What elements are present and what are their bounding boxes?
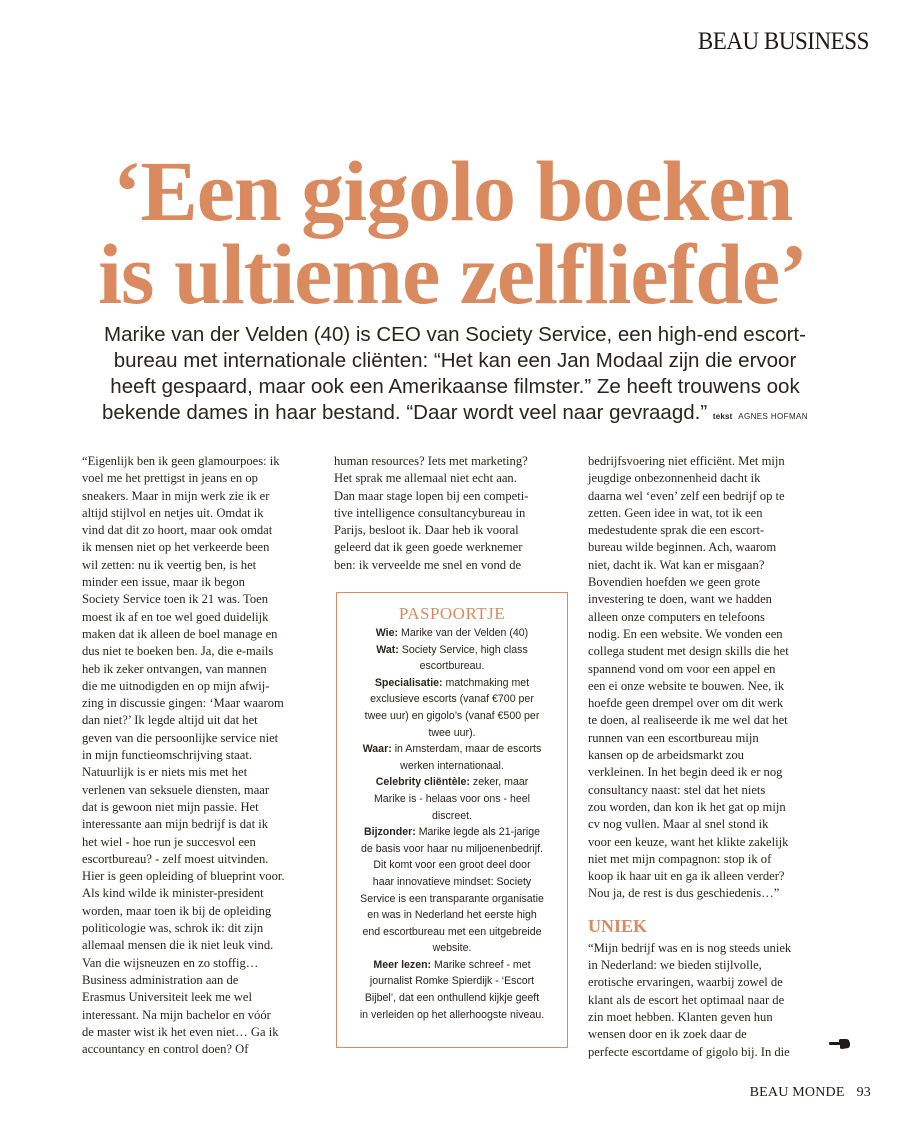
text-line: nodig. En een website. We vonden een	[588, 626, 783, 641]
text-line: jeugdige onbezonnenheid dacht ik	[588, 471, 761, 486]
text-line: het wiel - hoe run je succesvol een	[82, 834, 256, 849]
text-line: tive intelligence consultancybureau in	[334, 505, 526, 520]
passport-entry-text: Marike is - helaas voor ons - heel	[373, 792, 531, 805]
text-line: geleerd dat ik geen goede werknemer	[334, 540, 523, 555]
passport-entry-text: website.	[432, 942, 472, 955]
text-line: Het sprak me allemaal niet echt aan.	[334, 471, 517, 486]
passport-entry-line	[343, 874, 561, 891]
passport-entry-label: Wat:	[376, 643, 399, 656]
text-line: medestudente sprak die een escort-	[588, 523, 765, 538]
text-line: minder een issue, maar ik begon	[82, 575, 245, 590]
text-line: Parijs, besloot ik. Daar heb ik vooral	[334, 523, 519, 538]
text-line: vind dat dit zo hoort, maar ook omdat	[82, 523, 273, 538]
passport-entry-text: journalist Romke Spierdijk - ‘Escort	[369, 975, 535, 988]
passport-entry-text: haar innovatieve mindset: Society	[372, 875, 532, 888]
intro-line-last	[60, 400, 850, 430]
passport-entry-text: Dit komt voor een groot deel door	[373, 859, 531, 872]
text-line: human resources? Iets met marketing?	[334, 454, 528, 468]
passport-entry-text: twee uur).	[428, 726, 476, 739]
text-line: worden, maar toen ik bij de opleiding	[82, 903, 272, 918]
passport-entry-text: in Amsterdam, maar de escorts	[394, 743, 542, 756]
passport-entry-text: werken internationaal.	[400, 759, 504, 772]
passport-entry-line	[343, 808, 561, 825]
text-line: niet, dacht ik. Wat kan er misgaan?	[588, 557, 765, 572]
text-line: Erasmus Universiteit leek me wel	[82, 990, 252, 1005]
pointing-hand-icon	[829, 1038, 851, 1050]
text-line: investering te doen, want we hadden	[588, 592, 772, 607]
text-line: cv nog vullen. Maar al snel stond ik	[588, 817, 769, 832]
text-line: Business administration aan de	[82, 972, 239, 987]
text-line: Dan maar stage lopen bij een competi-	[334, 488, 529, 503]
article-column-2	[334, 453, 570, 574]
text-line: koop ik haar uit en ga ik alleen verder?	[588, 869, 785, 884]
text-line: ben: ik verveelde me snel en vond de	[334, 557, 522, 572]
text-line: moest ik af en toe wel goed duidelijk	[82, 609, 269, 624]
passport-entry-text: Service is een transparante organisatie	[360, 892, 544, 905]
text-line: ik mensen niet op het verkeerde been	[82, 540, 270, 555]
passport-entry-label: Waar:	[362, 743, 392, 756]
text-line: alleen onze computers en telefoons	[588, 609, 765, 624]
passport-entry-text: discreet.	[431, 809, 473, 822]
page-number: 93	[856, 1085, 871, 1100]
text-line: zou worden, dan kon ik het gat op mijn	[588, 799, 786, 814]
text-line: perfecte escortdame of gigolo bij. In die	[588, 1044, 790, 1059]
text-line: dan niet?’ Ik legde altijd uit dat het	[82, 713, 258, 728]
passport-entry-text: end escortbureau met een uitgebreide	[362, 925, 542, 938]
text-line: kansen op de arbeidsmarkt zou	[588, 748, 744, 763]
headline-line-2: is ultieme zelfliefde’	[98, 226, 807, 322]
text-line: de master wist ik het even niet… Ga ik	[82, 1024, 279, 1039]
text-line: Nou ja, de rest is dus geschiedenis…”	[588, 886, 780, 901]
headline-line-1: ‘Een gigolo boeken	[112, 143, 793, 239]
text-line: erotische ervaringen, waarbij zowel de	[588, 975, 783, 990]
text-line: zetten. Geen idee in wat, tot ik een	[588, 505, 763, 520]
text-line: maken dat ik alleen de boel manage en	[82, 626, 278, 641]
passport-entry-line	[343, 691, 561, 708]
passport-entry-line	[343, 758, 561, 775]
passport-title: PASPOORTJE	[398, 604, 506, 623]
text-line: altijd stijlvol en netjes uit. Omdat ik	[82, 505, 264, 520]
passport-entry-text: twee uur) en gigolo’s (vanaf €500 per	[364, 709, 540, 722]
passport-entry	[343, 625, 561, 642]
footer-magazine: BEAU MONDE	[749, 1085, 845, 1100]
passport-entry-label: Wie:	[375, 627, 399, 639]
intro-line: bureau met internationale cliënten: “Het kan een Jan Modaal zijn die ervoor	[113, 349, 797, 372]
text-line: collega student met design skills die het	[588, 644, 789, 659]
passport-entry-text: de basis voor haar nu miljoenenbedrijf.	[361, 842, 543, 855]
passport-entry-line	[343, 857, 561, 874]
passport-entry	[343, 642, 561, 659]
intro-line: heeft gespaard, maar ook een Amerikaanse filmster.” Ze heeft trouwens ook	[110, 375, 800, 398]
intro-line: bekende dames in haar bestand. “Daar wordt veel naar gevraagd.”	[102, 401, 708, 424]
passport-entry-line	[343, 907, 561, 924]
passport-entry-text: escortbureau.	[419, 660, 485, 673]
text-line: Als kind wilde ik minister-president	[82, 886, 264, 901]
text-line: bedrijfsvoering niet efficiënt. Met mijn	[588, 454, 785, 468]
passport-entry	[343, 957, 561, 974]
text-line: escortbureau? - zelf moest uitvinden.	[82, 851, 269, 866]
text-line: politicologie was, schrok ik: dit zijn	[82, 921, 264, 936]
text-line: te doen, al realiseerde ik me wel dat het	[588, 713, 788, 728]
text-line: hoefde geen drempel over om dit werk	[588, 696, 784, 711]
passport-entry-line	[343, 841, 561, 858]
section-label: BEAU BUSINESS	[697, 28, 869, 55]
text-line: zing in discussie gingen: ‘Maar waarom	[82, 696, 284, 711]
text-line: “Eigenlijk ben ik geen glamourpoes: ik	[82, 454, 280, 468]
text-line: Van die wijsneuzen en zo stoffig…	[82, 955, 259, 970]
text-line: “Mijn bedrijf was en is nog steeds uniek	[588, 940, 792, 955]
passport-entry-line	[343, 1007, 561, 1024]
text-line: wil zetten: nu ik veertig ben, is het	[82, 557, 257, 572]
passport-entry-text: Marike schreef - met	[434, 958, 531, 971]
passport-entry-line	[343, 973, 561, 990]
page-footer	[750, 1085, 871, 1101]
headline	[0, 143, 905, 322]
text-line: voel me het prettigst in jeans en op	[82, 471, 258, 486]
intro-line: Marike van der Velden (40) is CEO van Society Service, een high-end escort-	[104, 323, 806, 346]
text-line: een ei onze website te bouwen. Nee, ik	[588, 678, 785, 693]
credit-name: AGNES HOFMAN	[738, 412, 808, 421]
text-line: Society Service toen ik 21 was. Toen	[82, 592, 269, 607]
subhead-uniek: UNIEK	[588, 915, 648, 936]
credit-label: tekst	[712, 412, 733, 421]
text-line: spannend vond om voor een appel en	[588, 661, 776, 676]
passport-entry-line	[343, 658, 561, 675]
passport-entry-line	[343, 725, 561, 742]
passport-entry-label: Bijzonder:	[363, 826, 416, 839]
text-line: interessante aan mijn bedrijf is dat ik	[82, 817, 269, 832]
passport-entry-text: Bijbel’, dat een onthullend kijkje geeft	[364, 992, 540, 1005]
passport-entry-line	[343, 708, 561, 725]
text-line: geven van die persoonlijke service niet	[82, 730, 279, 745]
article-column-1	[82, 453, 322, 1058]
passport-entry-label: Specialisatie:	[374, 676, 443, 689]
passport-entry-text: Society Service, high class	[401, 643, 528, 656]
text-line: dus niet te boeken ben. Ja, die e-mails	[82, 644, 274, 659]
text-line: in mijn functieomschrijving staat.	[82, 748, 252, 763]
text-line: klant als de escort het optimaal naar de	[588, 992, 785, 1007]
passport-entry-text: zeker, maar	[472, 776, 529, 789]
passport-entry-label: Celebrity cliëntèle:	[375, 776, 470, 789]
passport-entry	[343, 675, 561, 692]
text-line: runnen van een escortbureau mijn	[588, 730, 759, 745]
passport-entry-text: en was in Nederland het eerste high	[367, 909, 537, 922]
text-line: heb ik zeker ontvangen, van mannen	[82, 661, 267, 676]
text-line: daarna wel ‘even’ zelf een bedrijf op te	[588, 488, 785, 503]
passport-entry	[343, 774, 561, 791]
passport-entry-line	[343, 891, 561, 908]
column-3-part-1	[588, 453, 828, 903]
passport-entry	[343, 741, 561, 758]
passport-entry-text: Marike legde als 21-jarige	[418, 826, 541, 839]
text-line: Bovendien hoefden we geen grote	[588, 575, 761, 590]
text-line: verlenen van seksuele diensten, maar	[82, 782, 270, 797]
passport-entry-line	[343, 940, 561, 957]
column-3-part-2	[588, 940, 828, 1061]
text-line: accountancy en control doen? Of	[82, 1042, 249, 1057]
passport-entry-line	[343, 990, 561, 1007]
text-line: voor een keuze, want het klikte zakelijk	[588, 834, 789, 849]
text-line: verkleinen. In het begin deed ik er nog	[588, 765, 783, 780]
article-column-3	[588, 453, 828, 1061]
text-line: in Nederland: we bieden stijlvolle,	[588, 958, 762, 973]
text-line: Natuurlijk is er niets mis met het	[82, 765, 248, 780]
passport-entry-text: Marike van der Velden (40)	[401, 627, 529, 639]
passport-entry-text: matchmaking met	[445, 676, 530, 689]
text-line: zin moet hebben. Klanten geven hun	[588, 1009, 773, 1024]
text-line: interessant. Na mijn bachelor en vóór	[82, 1007, 271, 1022]
passport-entry-line	[343, 791, 561, 808]
passport-box	[336, 592, 568, 1048]
passport-entry-text: in verleiden op het allerhoogste niveau.	[359, 1008, 545, 1021]
passport-entry-text: exclusieve escorts (vanaf €700 per	[370, 693, 534, 706]
text-line: consultancy naast: stel dat het niets	[588, 782, 766, 797]
text-line: Hier is geen opleiding of blueprint voor.	[82, 869, 285, 884]
text-line: allemaal mensen die ik niet leuk vind.	[82, 938, 274, 953]
text-line: sneakers. Maar in mijn werk zie ik er	[82, 488, 270, 503]
text-line: bureau wilde beginnen. Ach, waarom	[588, 540, 777, 555]
text-line: wensen door en ik zoek daar de	[588, 1027, 747, 1042]
text-line: die me uitnodigden en op mijn afwij-	[82, 678, 270, 693]
intro-paragraph	[60, 322, 850, 430]
text-line: niet met mijn compagnon: stop ik of	[588, 851, 772, 866]
text-line: dat is gewoon niet mijn passie. Het	[82, 799, 259, 814]
passport-entry-label: Meer lezen:	[373, 958, 432, 971]
passport-entry	[343, 824, 561, 841]
passport-entry-line	[343, 924, 561, 941]
